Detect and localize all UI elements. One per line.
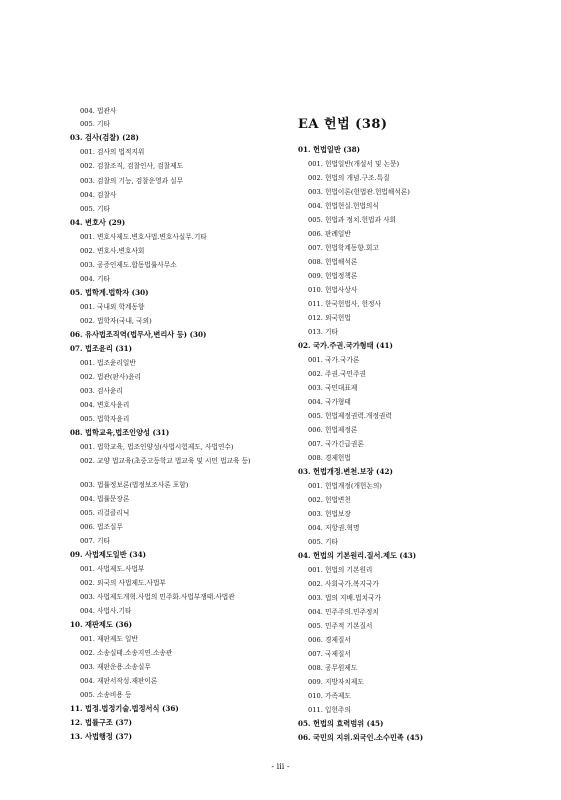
index-entry: 004. 사법사.기타 <box>80 607 132 615</box>
index-entry: 009. 헌법정책론 <box>308 272 358 280</box>
index-entry: 002. 검찰조직, 검찰인사, 검찰제도 <box>80 162 184 170</box>
index-entry: 007. 헌법학계동향.회고 <box>308 244 379 252</box>
index-entry: 005. 리걸클리닉 <box>80 509 130 517</box>
index-entry: 003. 법의 지배.법치국가 <box>308 594 381 602</box>
index-entry: 005. 기타 <box>80 205 110 213</box>
index-entry: 008. 경제헌법 <box>308 454 351 462</box>
index-heading: 04. 변호사 (29) <box>70 218 126 227</box>
index-entry: 011. 한국헌법사, 헌정사 <box>308 300 381 308</box>
index-entry: 001. 법조윤리일반 <box>80 359 136 367</box>
section-title: EA 헌법 (38) <box>298 117 388 132</box>
index-entry: 004. 저항권.혁명 <box>308 524 360 532</box>
index-entry: 003. 헌법이론(헌법관.헌법해석론) <box>308 188 410 196</box>
index-entry: 001. 재판제도 일반 <box>80 635 138 643</box>
index-heading: 05. 헌법의 효력범위 (45) <box>298 719 384 728</box>
index-entry: 002. 주권.국민주권 <box>308 370 366 378</box>
index-entry: 005. 헌법과 정치.헌법과 사회 <box>308 216 396 224</box>
index-entry: 001. 헌법개정(개헌논의) <box>308 482 382 490</box>
index-entry: 009. 지방자치제도 <box>308 678 364 686</box>
index-entry: 002. 외국의 사법제도.사법부 <box>80 579 166 587</box>
index-entry: 004. 법률문장론 <box>80 495 130 503</box>
index-entry: 004. 재판서작성.재판이론 <box>80 677 158 685</box>
index-entry: 002. 헌법의 개념.구조.특질 <box>308 174 390 182</box>
index-entry: 006. 헌법제정론 <box>308 426 358 434</box>
index-entry: 007. 기타 <box>80 537 110 545</box>
index-heading: 10. 재판제도 (36) <box>70 620 133 629</box>
index-entry: 011. 입헌주의 <box>308 706 351 714</box>
page-number: - iii - <box>271 762 290 771</box>
index-entry: 002. 사회국가.복지국가 <box>308 580 379 588</box>
index-heading: 03. 헌법개정.변천.보장 (42) <box>298 467 393 476</box>
index-entry: 002. 법학자(국내, 국외) <box>80 317 152 325</box>
index-entry: 004. 법관사 <box>80 107 117 115</box>
index-entry: 003. 법률정보론(법정보조사론 포함) <box>80 481 189 489</box>
index-entry: 012. 외국헌법 <box>308 314 351 322</box>
index-entry: 003. 헌법보장 <box>308 510 351 518</box>
index-entry: 008. 공무원제도 <box>308 664 358 672</box>
index-heading: 02. 국가.주권.국가형태 (41) <box>298 341 393 350</box>
index-entry: 005. 민주적 기본질서 <box>308 622 373 630</box>
index-heading: 12. 법률구조 (37) <box>70 718 133 727</box>
index-entry: 003. 국민대표제 <box>308 384 358 392</box>
index-entry: 003. 공증인제도.합동법률사무소 <box>80 261 177 269</box>
index-entry: 004. 변호사윤리 <box>80 401 130 409</box>
index-entry: 002. 교양 법교육(초중고등학교 법교육 및 시민 법교육 등) <box>80 457 251 465</box>
index-entry: 003. 재판운용.소송실무 <box>80 663 151 671</box>
index-entry: 005. 기타 <box>80 120 110 128</box>
index-entry: 004. 헌법현실.헌법의식 <box>308 202 379 210</box>
index-heading: 05. 법학계.법학자 (30) <box>70 288 149 297</box>
index-entry: 005. 소송비용 등 <box>80 691 132 699</box>
index-entry: 004. 국가형태 <box>308 398 351 406</box>
index-entry: 010. 가족제도 <box>308 692 351 700</box>
index-heading: 08. 법학교육,법조인양성 (31) <box>70 428 170 437</box>
index-entry: 003. 사법제도개혁.사법의 민주화.사법부쟁태.사법관 <box>80 593 235 601</box>
index-entry: 006. 경제질서 <box>308 636 351 644</box>
index-entry: 002. 법관(판사)윤리 <box>80 373 141 381</box>
index-entry: 003. 검사윤리 <box>80 387 123 395</box>
index-heading: 04. 헌법의 기본원리.질서.제도 (43) <box>298 551 417 560</box>
index-entry: 005. 헌법제정권력.개정권력 <box>308 412 392 420</box>
index-heading: 01. 헌법일반 (38) <box>298 145 361 154</box>
index-entry: 001. 헌법의 기본원리 <box>308 566 373 574</box>
index-entry: 007. 국제질서 <box>308 650 351 658</box>
index-entry: 002. 소송실태.소송지연.소송관 <box>80 649 173 657</box>
index-entry: 001. 국가.국가론 <box>308 356 360 364</box>
index-heading: 11. 법정.법정기술.법정서식 (36) <box>70 704 179 713</box>
index-entry: 008. 헌법해석론 <box>308 258 358 266</box>
index-heading: 09. 사법제도일반 (34) <box>70 550 146 559</box>
index-entry: 004. 민주주의.민주정치 <box>308 608 379 616</box>
index-entry: 004. 검찰사 <box>80 191 117 199</box>
index-entry: 001. 사법제도.사법부 <box>80 565 145 573</box>
index-entry: 007. 국가긴급권론 <box>308 440 364 448</box>
index-entry: 001. 국내외 학계동향 <box>80 303 145 311</box>
index-entry: 001. 헌법일반(개설서 및 논문) <box>308 160 400 168</box>
index-entry: 010. 헌법사상사 <box>308 286 358 294</box>
index-entry: 013. 기타 <box>308 328 338 336</box>
index-entry: 001. 변호사제도.변호사법.변호사실무.기타 <box>80 233 207 241</box>
index-heading: 06. 국민의 지위.외국인.소수민족 (45) <box>298 733 424 742</box>
index-heading: 06. 유사법조직역(법무사,변리사 등) (30) <box>70 330 207 339</box>
index-entry: 001. 법학교육, 법조인양성(사법시험제도, 사법연수) <box>80 443 234 451</box>
index-entry: 006. 법조실무 <box>80 523 123 531</box>
index-heading: 03. 검사(검찰) (28) <box>70 133 139 142</box>
index-entry: 001. 검사의 법적지위 <box>80 148 145 156</box>
index-entry: 006. 판례일반 <box>308 230 351 238</box>
index-entry: 004. 기타 <box>80 275 110 283</box>
index-heading: 13. 사법행정 (37) <box>70 732 133 741</box>
index-entry: 002. 헌법변천 <box>308 496 351 504</box>
index-entry: 003. 검찰의 기능, 검찰운영과 실무 <box>80 177 184 185</box>
index-heading: 07. 법조윤리 (31) <box>70 344 133 353</box>
index-entry: 005. 기타 <box>308 538 338 546</box>
index-entry: 002. 변호사.변호사회 <box>80 247 145 255</box>
index-entry: 005. 법학자윤리 <box>80 415 130 423</box>
